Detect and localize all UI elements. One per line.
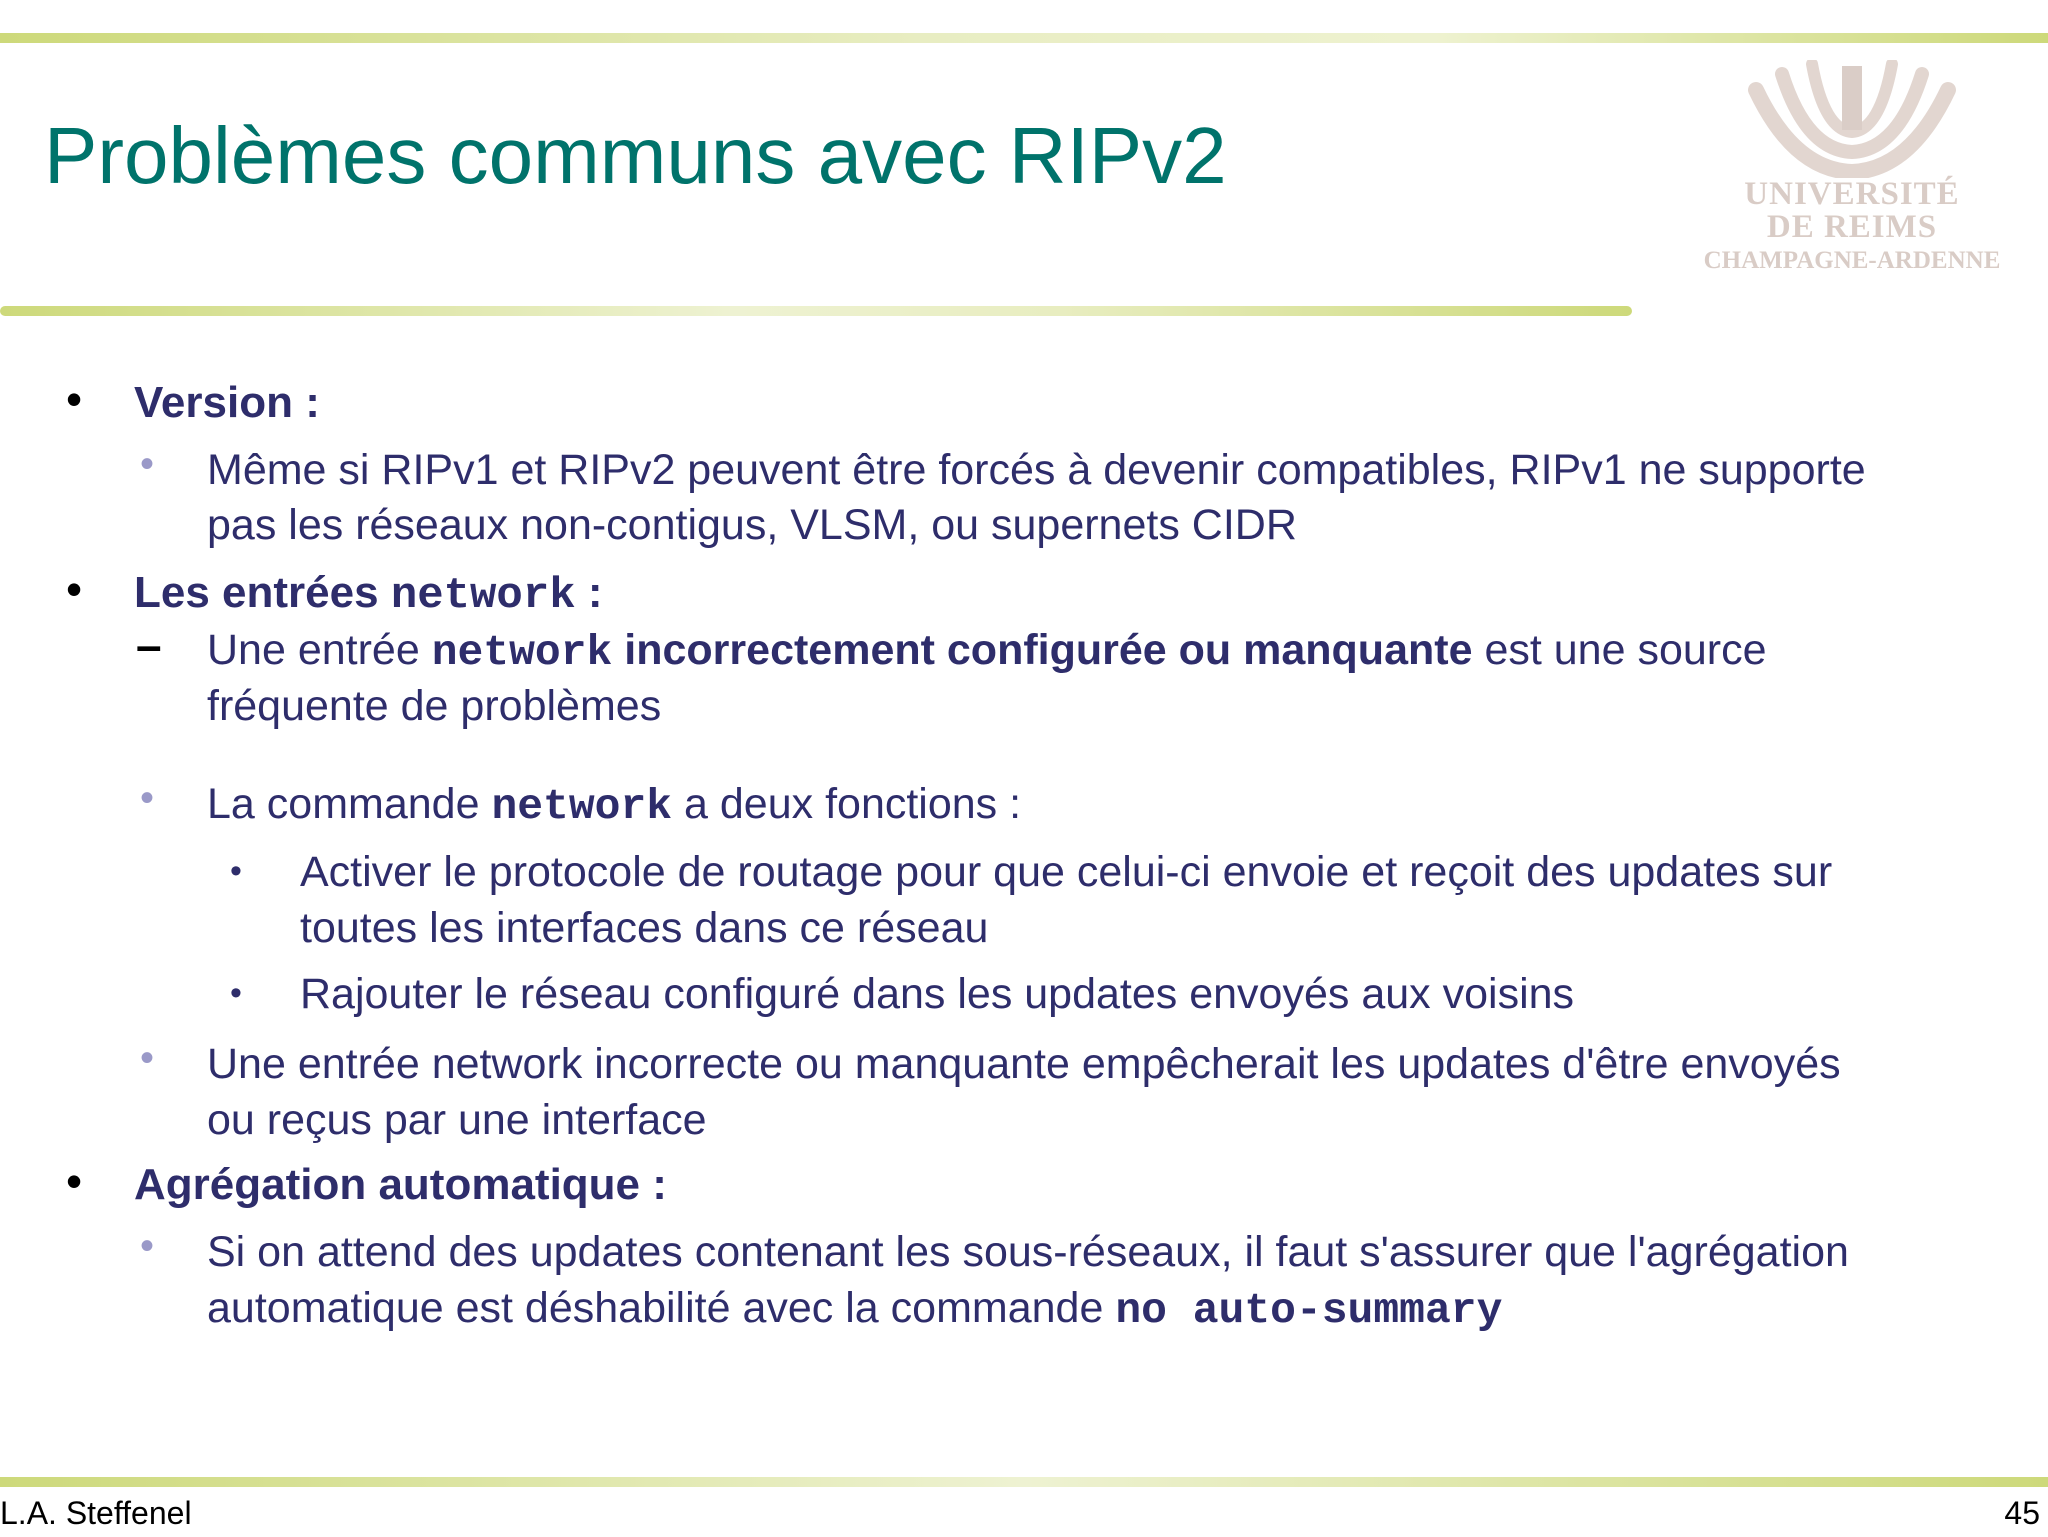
dash-item-bold: incorrectement configurée ou manquante xyxy=(612,626,1473,674)
logo-line-de-reims: DE REIMS xyxy=(1766,209,1938,245)
network-heading-text: Les entrées xyxy=(134,568,391,617)
logo-line-champagne-ardenne: CHAMPAGNE-ARDENNE xyxy=(1703,247,2001,274)
slide-title: Problèmes communs avec RIPv2 xyxy=(44,111,1227,200)
aggregation-heading: Agrégation automatique : xyxy=(134,1160,667,1209)
level1-bullet: • xyxy=(66,1155,83,1207)
footer-divider-bar xyxy=(0,1477,2048,1487)
incorrect-entry-line2: ou reçus par une interface xyxy=(207,1096,707,1144)
footer-page-number: 45 xyxy=(2004,1495,2040,1531)
dash-item-text: Une entrée xyxy=(207,626,432,674)
function1-line1: Activer le protocole de routage pour que celui-ci envoie et reçoit des updates sur xyxy=(300,848,1833,896)
dash-item-code: network xyxy=(431,628,613,677)
aggregation-line2-text: automatique est déshabilité avec la commande xyxy=(207,1284,1116,1332)
version-heading: Version : xyxy=(134,378,320,427)
function1-line2: toutes les interfaces dans ce réseau xyxy=(300,904,989,952)
command-item-code: network xyxy=(491,782,673,831)
level2-bullet: • xyxy=(140,1036,155,1080)
level1-bullet: • xyxy=(66,373,83,425)
dash-bullet: – xyxy=(136,619,162,671)
level3-bullet: • xyxy=(230,974,242,1012)
level2-bullet: • xyxy=(140,1224,155,1268)
incorrect-entry-line1: Une entrée network incorrecte ou manquante empêcherait les updates d'être envoyés xyxy=(207,1040,1841,1088)
version-text-line2: pas les réseaux non-contigus, VLSM, ou supernets CIDR xyxy=(207,501,1297,549)
network-heading-code: network xyxy=(390,571,576,621)
level2-bullet: • xyxy=(140,442,155,486)
aggregation-line2-code: no auto-summary xyxy=(1115,1286,1503,1335)
function2: Rajouter le réseau configuré dans les updates envoyés aux voisins xyxy=(300,970,1575,1018)
aggregation-line1: Si on attend des updates contenant les sous-réseaux, il faut s'assurer que l'agrégation xyxy=(207,1228,1849,1276)
command-item-tail: a deux fonctions : xyxy=(672,780,1022,828)
dash-item-tail: est une source xyxy=(1472,626,1767,674)
aggregation-line2 xyxy=(207,1280,1502,1339)
level2-bullet: • xyxy=(140,776,155,820)
version-text-line1: Même si RIPv1 et RIPv2 peuvent être forcés à devenir compatibles, RIPv1 ne supporte xyxy=(207,446,1866,494)
network-heading xyxy=(134,568,603,621)
dash-item-line2: fréquente de problèmes xyxy=(207,682,662,730)
level3-bullet: • xyxy=(230,852,242,890)
network-heading-colon: : xyxy=(575,568,603,617)
logo-line-universite: UNIVERSITÉ xyxy=(1744,176,1960,212)
level1-bullet: • xyxy=(66,563,83,615)
footer-author: L.A. Steffenel xyxy=(0,1495,192,1531)
command-item-text: La commande xyxy=(207,780,492,828)
command-item xyxy=(207,776,1021,835)
dash-item-line1 xyxy=(207,622,1767,681)
